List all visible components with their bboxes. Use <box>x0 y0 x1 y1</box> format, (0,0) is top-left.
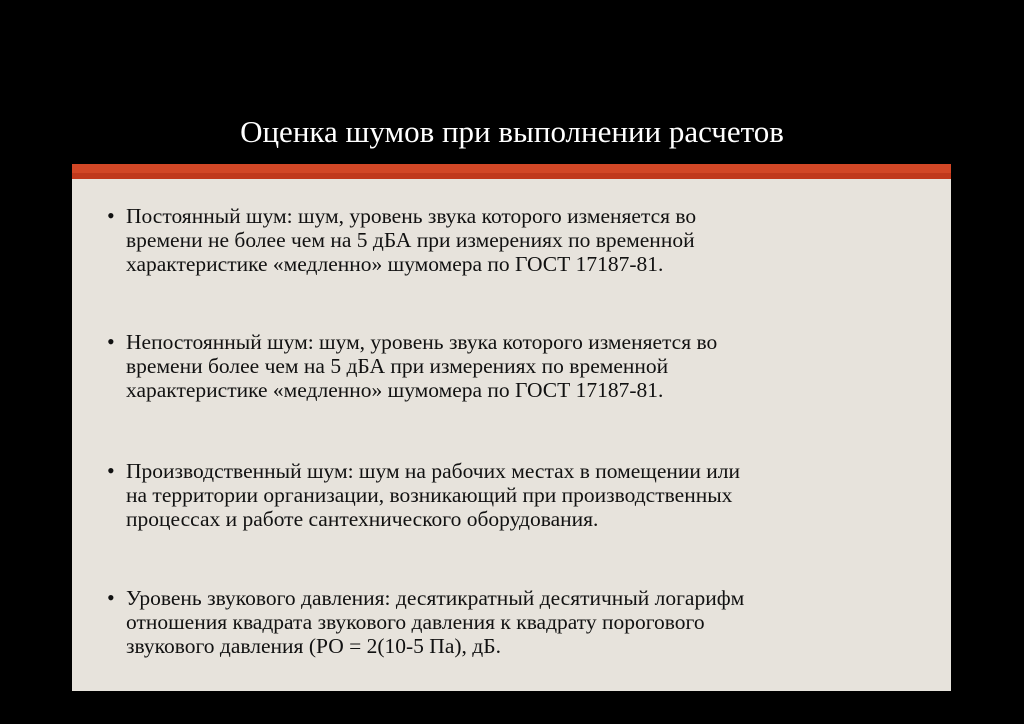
bullet-line: отношения квадрата звукового давления к квадрату порогового <box>126 610 705 634</box>
bullet-icon: • <box>107 585 115 610</box>
bullet-text <box>126 330 926 402</box>
bullet-line: Непостоянный шум: шум, уровень звука которого изменяется во <box>126 330 718 354</box>
content-panel <box>72 179 951 691</box>
bullet-text <box>126 459 926 531</box>
bullet-icon: • <box>107 329 115 354</box>
bullet-text <box>126 586 926 658</box>
bullet-line: звукового давления (РО = 2(10-5 Па), дБ. <box>126 634 501 658</box>
bullet-line: характеристике «медленно» шумомера по ГОСТ 17187-81. <box>126 252 664 276</box>
bullet-line: процессах и работе сантехнического оборудования. <box>126 507 599 531</box>
accent-bar <box>72 164 951 173</box>
bullet-line: Постоянный шум: шум, уровень звука которого изменяется во <box>126 204 697 228</box>
bullet-icon: • <box>107 203 115 228</box>
bullet-line: Уровень звукового давления: десятикратный десятичный логарифм <box>126 586 745 610</box>
slide-title: Оценка шумов при выполнении расчетов <box>240 114 784 149</box>
bullet-line: времени более чем на 5 дБА при измерениях по временной <box>126 354 669 378</box>
bullet-text <box>126 204 926 276</box>
bullet-line: Производственный шум: шум на рабочих местах в помещении или <box>126 459 741 483</box>
bullet-line: времени не более чем на 5 дБА при измерениях по временной <box>126 228 695 252</box>
bullet-icon: • <box>107 458 115 483</box>
bullet-line: на территории организации, возникающий при производственных <box>126 483 733 507</box>
bullet-line: характеристике «медленно» шумомера по ГОСТ 17187-81. <box>126 378 664 402</box>
